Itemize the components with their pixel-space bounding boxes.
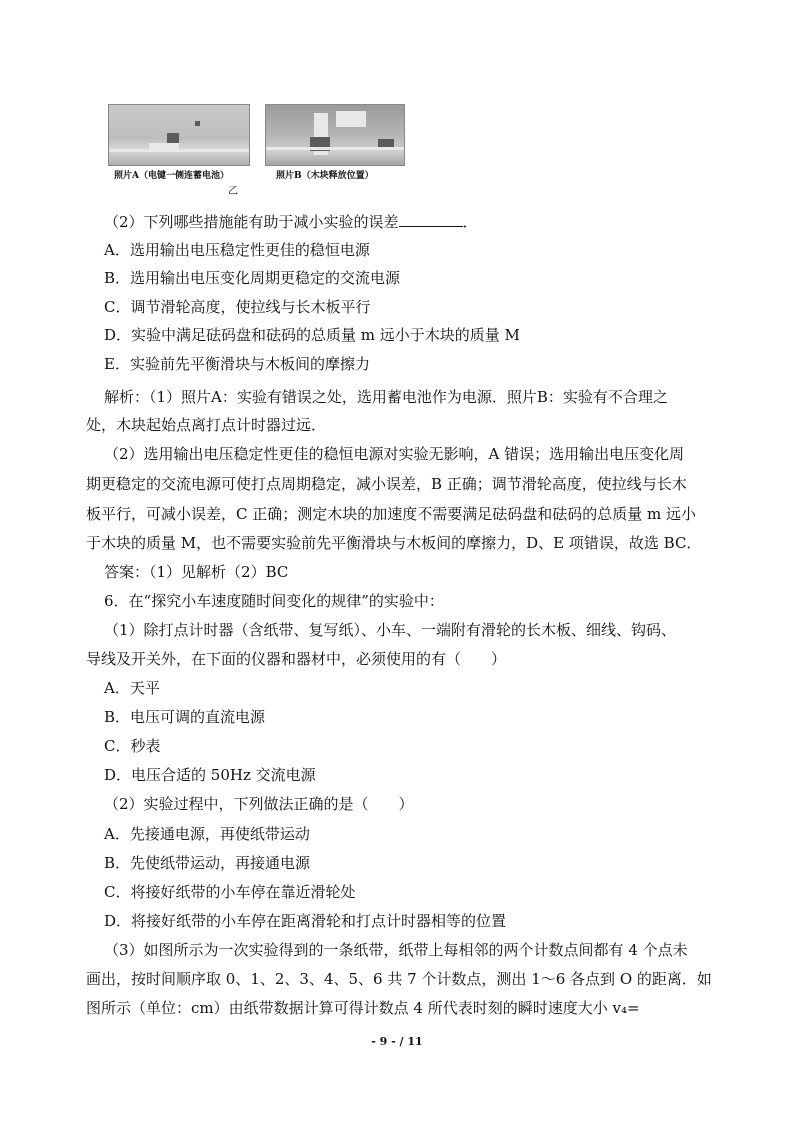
option-d: D．电压合适的 50Hz 交流电源 — [104, 766, 316, 784]
question-6-3-prompt-cont: 画出，按时间顺序取 0、1、2、3、4、5、6 共 7 个计数点，测出 1～6 各点到 O 的距离．如 — [86, 970, 712, 988]
option-a: A．天平 — [104, 679, 160, 697]
option-b: B．电压可调的直流电源 — [104, 708, 266, 726]
analysis-line: 解析：（1）照片A：实验有错误之处，选用蓄电池作为电源．照片B：实验有不合理之 — [104, 388, 668, 406]
analysis-line: 板平行，可减小误差，C 正确；测定木块的加速度不需要满足砝码盘和砝码的总质量 m 远小 — [86, 505, 697, 523]
option-b: B．选用输出电压变化周期更稳定的交流电源 — [104, 269, 401, 287]
analysis-line: 处，木块起始点离打点计时器过远． — [86, 416, 327, 434]
option-a: A．选用输出电压稳定性更佳的稳恒电源 — [104, 241, 370, 259]
option-d: D．将接好纸带的小车停在距离滑轮和打点计时器相等的位置 — [104, 912, 507, 930]
question-6-1-prompt: （1）除打点计时器（含纸带、复写纸）、小车、一端附有滑轮的长木板、细线、钩码、 — [104, 621, 677, 639]
option-a: A．先接通电源，再使纸带运动 — [104, 825, 310, 843]
figure-label: 乙 — [228, 186, 238, 197]
question-6-3-prompt-cont: 图所示（单位：cm）由纸带数据计算可得计数点 4 所代表时刻的瞬时速度大小 v₄= — [86, 999, 640, 1017]
photo-a — [108, 104, 250, 166]
option-c: C．将接好纸带的小车停在靠近滑轮处 — [104, 883, 356, 901]
page-number: - 9 - / 11 — [371, 1035, 423, 1048]
analysis-line: 期更稳定的交流电源可使打点周期稳定，减小误差，B 正确；调节滑轮高度，使拉线与长木 — [86, 475, 687, 493]
analysis-line: 于木块的质量 M，也不需要实验前先平衡滑块与木板间的摩擦力，D、E 项错误，故选 BC． — [86, 534, 702, 552]
experiment-photos — [108, 104, 408, 197]
question-6-1-prompt-cont: 导线及开关外，在下面的仪器和器材中，必须使用的有（ ） — [86, 650, 507, 668]
photo-a-caption: 照片A（电键一侧连蓄电池） — [114, 171, 229, 181]
option-c: C．秒表 — [104, 737, 161, 755]
question-2-prompt: （2）下列哪些措施能有助于减小实验的误差 ． — [104, 213, 478, 231]
option-c: C．调节滑轮高度，使拉线与长木板平行 — [104, 298, 371, 316]
answer-line: 答案：（1）见解析（2）BC — [104, 563, 289, 581]
question-6-2-prompt: （2）实验过程中，下列做法正确的是（ ） — [104, 795, 414, 813]
question-6-title: 6．在“探究小车速度随时间变化的规律”的实验中： — [104, 592, 444, 610]
question-6-3-prompt: （3）如图所示为一次实验得到的一条纸带，纸带上每相邻的两个计数点间都有 4 个点未 — [104, 941, 688, 959]
answer-blank — [399, 212, 463, 227]
photo-b — [265, 104, 405, 166]
analysis-line: （2）选用输出电压稳定性更佳的稳恒电源对实验无影响，A 错误；选用输出电压变化周 — [104, 445, 685, 463]
option-b: B．先使纸带运动，再接通电源 — [104, 854, 311, 872]
option-e: E．实验前先平衡滑块与木板间的摩擦力 — [104, 355, 370, 373]
photo-b-caption: 照片B（木块释放位置） — [276, 171, 374, 181]
option-d: D．实验中满足砝码盘和砝码的总质量 m 远小于木块的质量 M — [104, 326, 520, 344]
